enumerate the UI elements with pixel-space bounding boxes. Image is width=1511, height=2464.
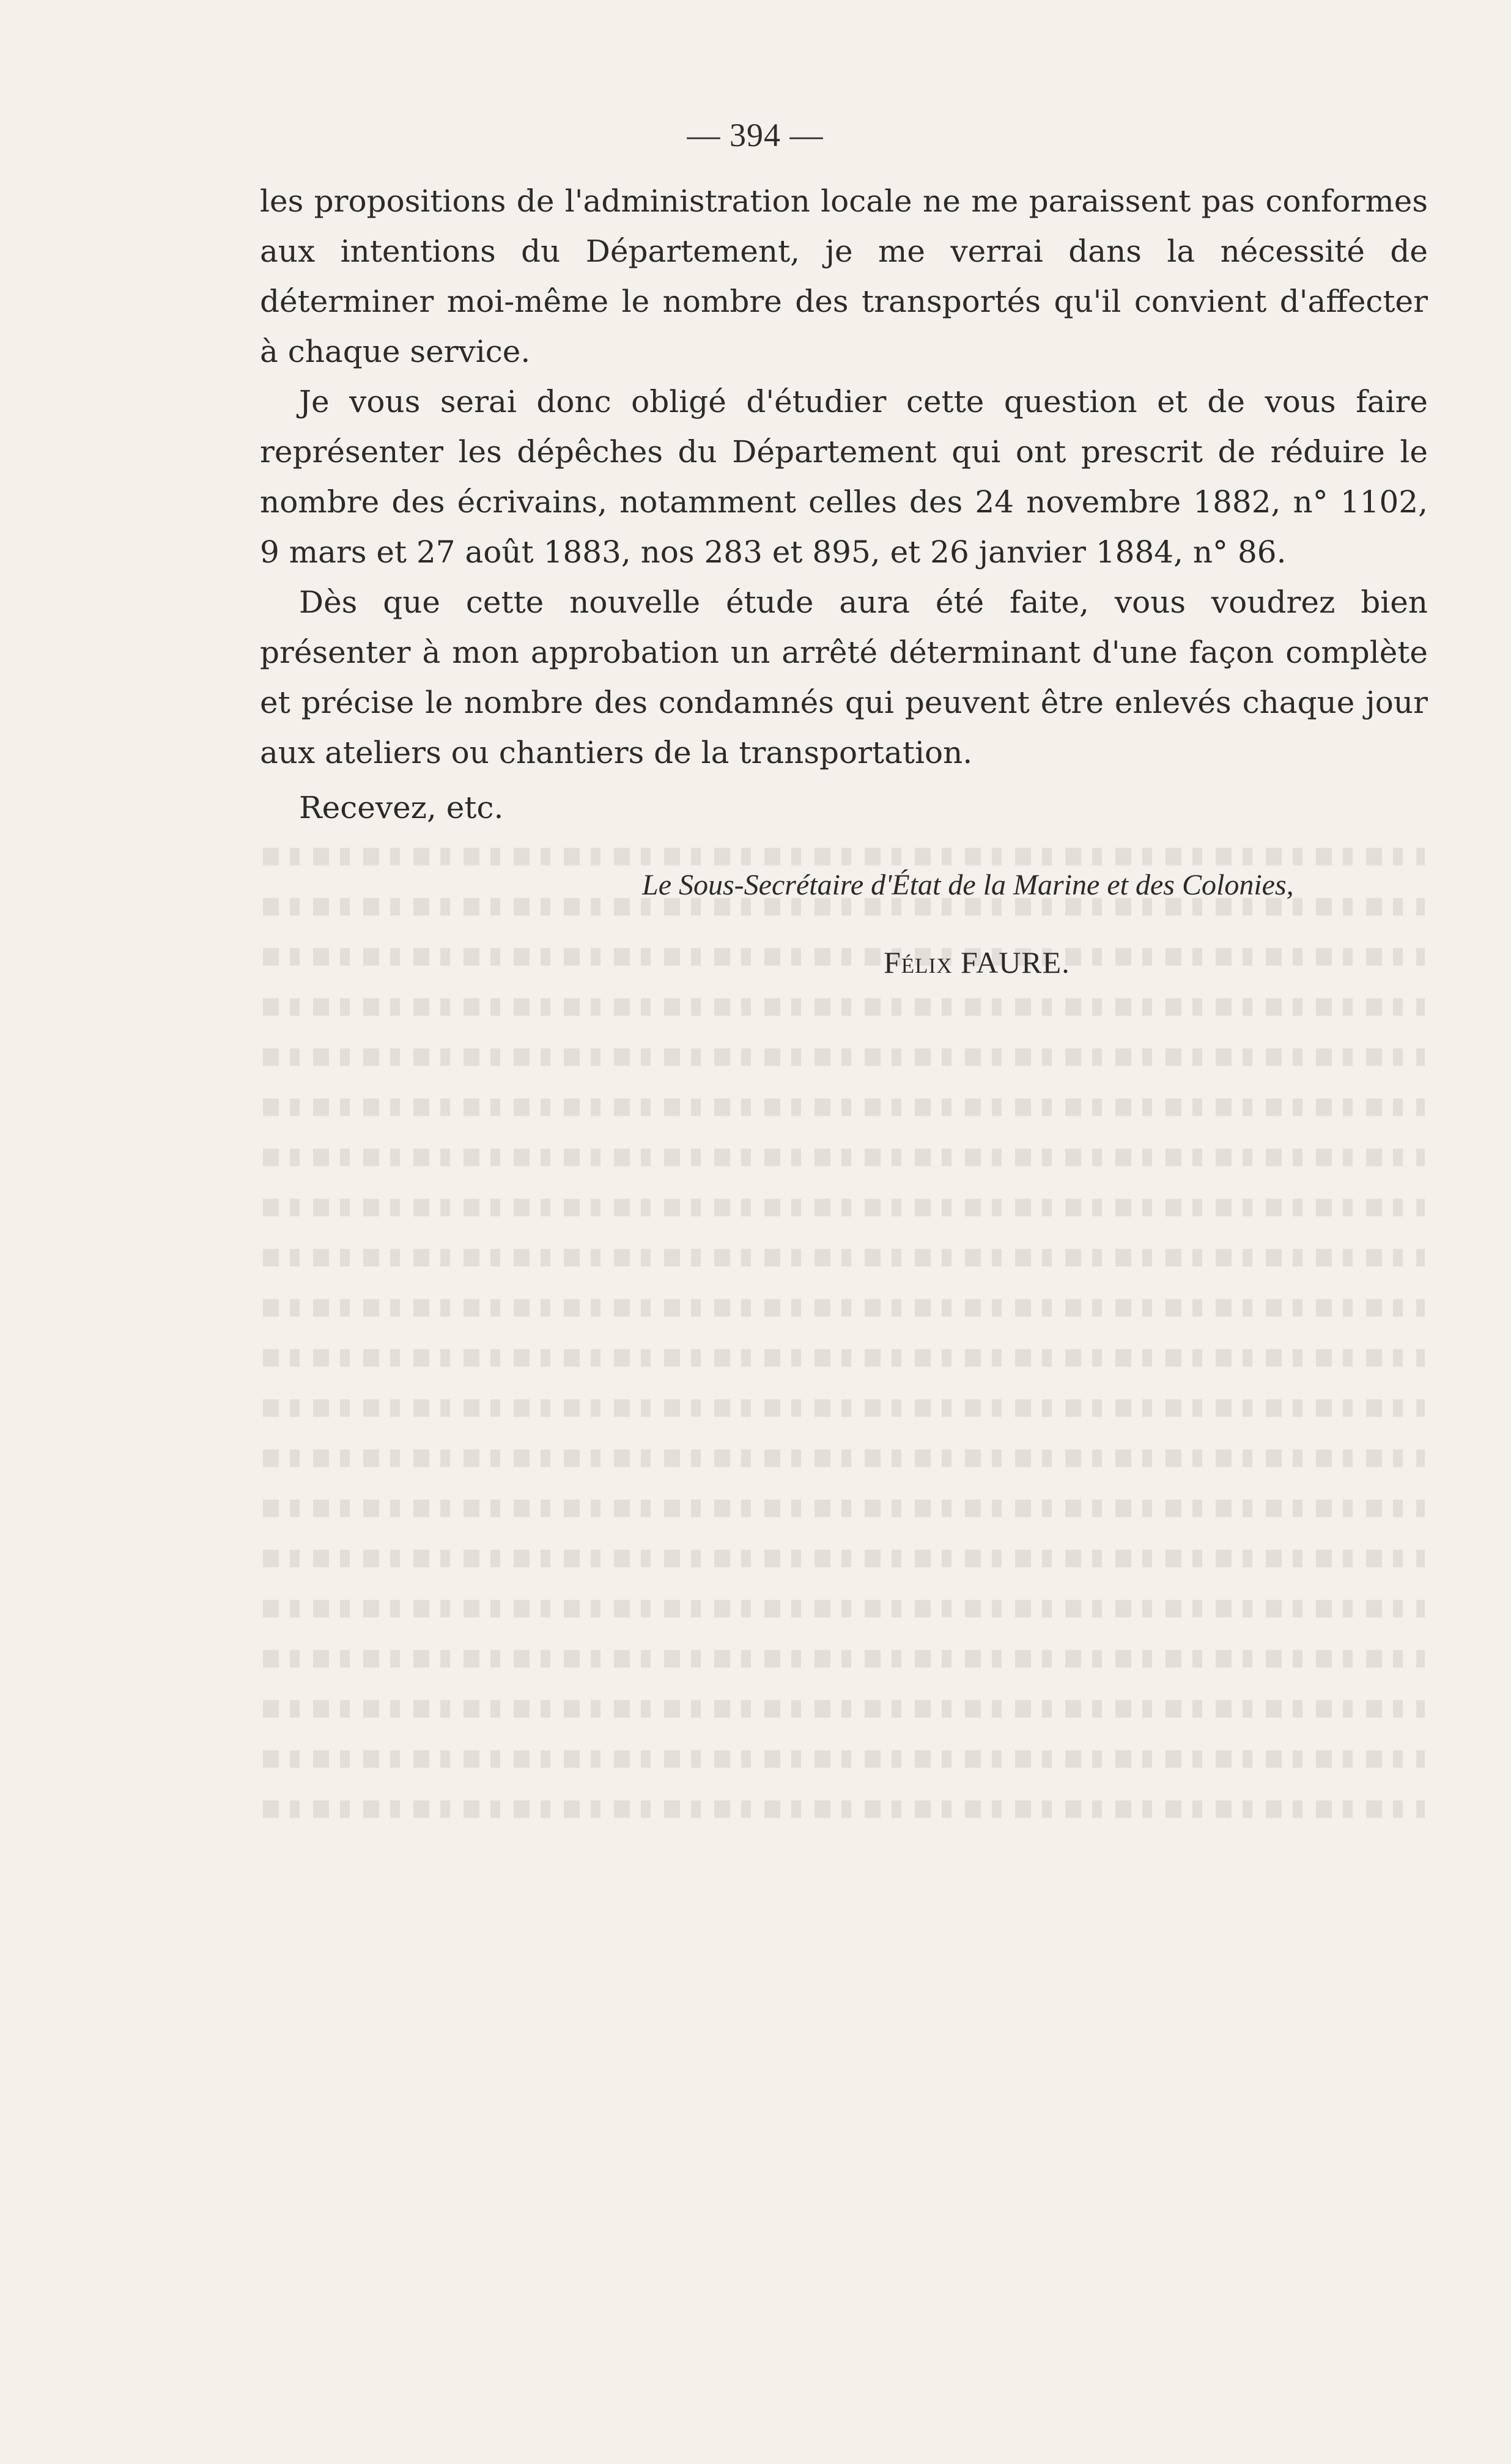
paragraph-3: Dès que cette nouvelle étude aura été faite, vous voudrez bien présenter à mon approbation un arrêté déterminant d'une façon complète et précise le nombre des condamnés qui peuvent être enlevés chaque jour aux ateliers ou chantiers de la transportation. bbox=[260, 585, 1428, 770]
page-number: — 394 — bbox=[687, 117, 824, 153]
signature-title: Le Sous-Secrétaire d'État de la Marine et des Colonies, bbox=[642, 869, 1294, 901]
body-text bbox=[260, 176, 1428, 833]
paragraph-4: Recevez, etc. bbox=[299, 790, 504, 825]
paragraph-2: Je vous serai donc obligé d'étudier cette question et de vous faire représenter les dépêches du Département qui ont prescrit de réduire le nombre des écrivains, notamment celles des 24 novembre 1882, n° 1102, 9 mars et 27 août 1883, nos 283 et 895, et 26 janvier 1884, n° 86. bbox=[260, 384, 1428, 570]
paragraph-1: les propositions de l'administration locale ne me paraissent pas conformes aux intentions du Département, je me verrai dans la nécessité de déterminer moi-même le nombre des transportés qu'il convient d'affecter à chaque service. bbox=[260, 183, 1428, 369]
reverse-page-bleedthrough bbox=[263, 832, 1425, 1871]
signer-name: Félix FAURE. bbox=[884, 945, 1070, 979]
